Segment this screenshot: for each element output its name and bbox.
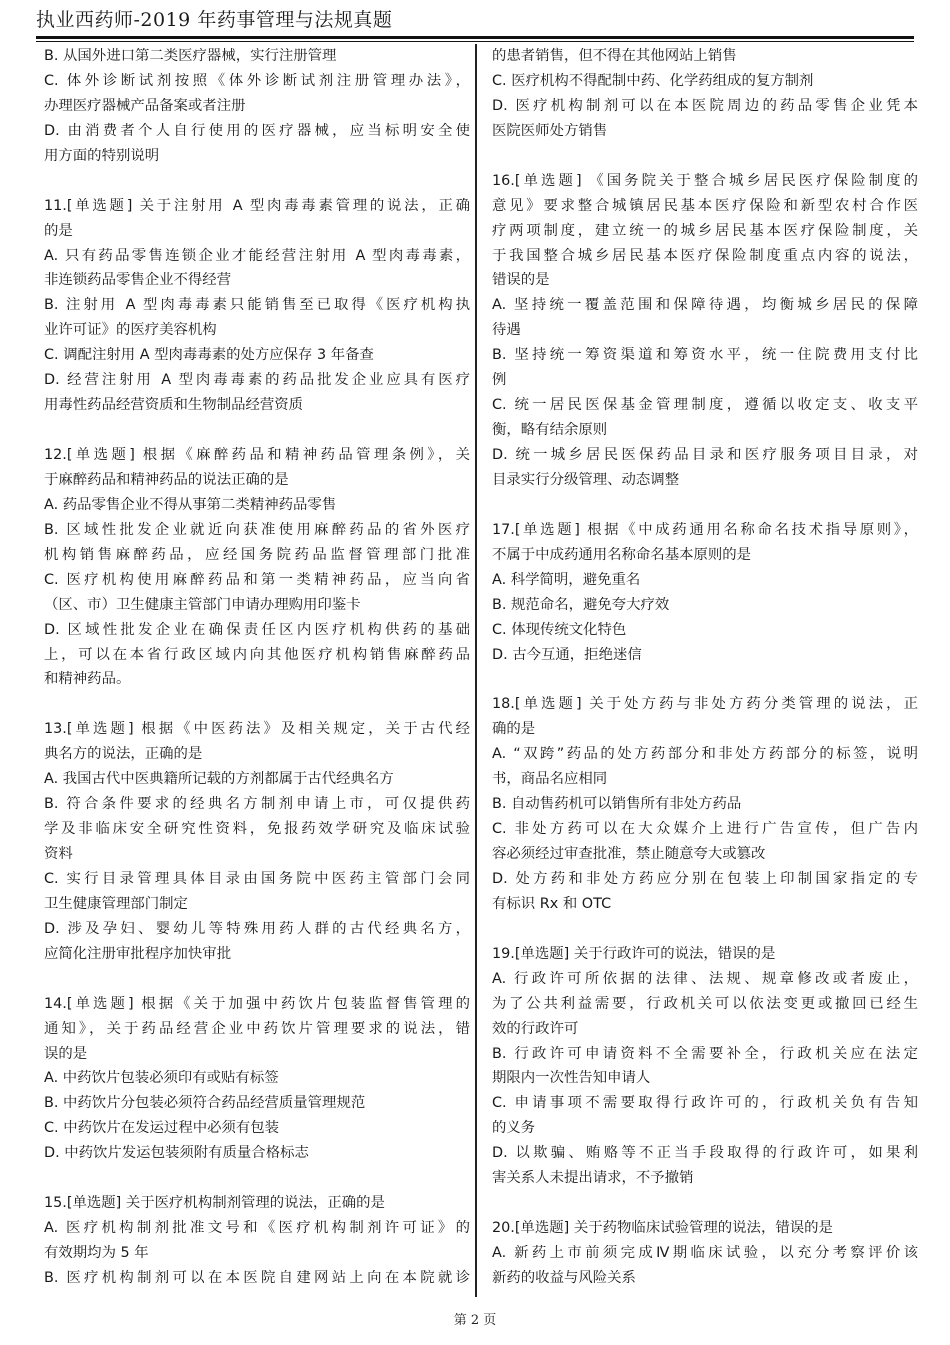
header-rule-thin (36, 41, 914, 42)
text-line: 误的是 (44, 1045, 88, 1062)
paragraph-gap (44, 169, 470, 194)
text-line: B. 自动售药机可以销售所有非处方药品 (492, 796, 742, 813)
text-line: 衡，略有结余原则 (492, 422, 608, 439)
text-line: 错误的是 (492, 272, 550, 289)
text-line: D. 由消费者个人自行使用的医疗器械，应当标明安全使 (44, 122, 470, 139)
text-line: 19.[单选题] 关于行政许可的说法，错误的是 (492, 945, 776, 962)
text-line: 书，商品名应相同 (492, 771, 608, 788)
text-line: B. 注射用 A 型肉毒毒素只能销售至已取得《医疗机构执 (44, 297, 470, 314)
text-line: A. 坚持统一覆盖范围和保障待遇，均衡城乡居民的保障 (492, 297, 918, 314)
paragraph-gap (44, 418, 470, 443)
text-line: 新药的收益与风险关系 (492, 1269, 636, 1286)
text-line: 不属于中成药通用名称命名基本原则的是 (492, 546, 752, 563)
text-line: B. 医疗机构制剂可以在本医院自建网站上向在本院就诊 (44, 1269, 470, 1286)
paragraph-gap (492, 493, 918, 518)
text-line: 17.[单选题] 根据《中成药通用名称命名技术指导原则》， (492, 521, 918, 538)
text-line: 目录实行分级管理、动态调整 (492, 471, 680, 488)
text-line: A. 中药饮片包装必须印有或贴有标签 (44, 1070, 279, 1087)
paragraph-gap (44, 692, 470, 717)
text-line: A. 医疗机构制剂批准文号和《医疗机构制剂许可证》的 (44, 1220, 470, 1237)
page-number: 第 2 页 (453, 1313, 497, 1328)
text-line: 15.[单选题] 关于医疗机构制剂管理的说法，正确的是 (44, 1195, 385, 1212)
text-line: B. 从国外进口第二类医疗器械，实行注册管理 (44, 48, 337, 64)
text-line: A. 行政许可所依据的法律、法规、规章修改或者废止， (492, 970, 918, 987)
text-line: 期限内一次性告知申请人 (492, 1070, 651, 1087)
text-line: 应简化注册审批程序加快审批 (44, 945, 232, 962)
text-line: 上，可以在本省行政区域内向其他医疗机构销售麻醉药品 (44, 646, 470, 663)
text-line: C. 医疗机构不得配制中药、化学药组成的复方制剂 (492, 72, 814, 89)
column-divider (475, 44, 477, 1297)
text-line: B. 符合条件要求的经典名方制剂申请上市，可仅提供药 (44, 796, 470, 813)
text-line: 的患者销售，但不得在其他网站上销售 (492, 48, 737, 64)
text-line: C. 体外诊断试剂按照《体外诊断试剂注册管理办法》， (44, 72, 470, 89)
text-line: 有效期均为 5 年 (44, 1245, 149, 1261)
paragraph-gap (492, 144, 918, 169)
paragraph-gap (492, 667, 918, 692)
text-line: 通知》，关于药品经营企业中药饮片管理要求的说法，错 (44, 1020, 470, 1037)
text-line: A. 新药上市前须完成Ⅳ期临床试验，以充分考察评价该 (492, 1245, 918, 1261)
text-line: B. 中药饮片分包装必须符合药品经营质量管理规范 (44, 1095, 366, 1112)
text-line: 医院医师处方销售 (492, 122, 608, 139)
text-line: 用方面的特别说明 (44, 147, 160, 164)
text-line: C. 实行目录管理具体目录由国务院中医药主管部门会同 (44, 870, 470, 887)
text-line: 有标识 Rx 和 OTC (492, 895, 612, 912)
text-line: B. 规范命名，避免夸大疗效 (492, 596, 670, 613)
text-line: 14.[单选题] 根据《关于加强中药饮片包装监督售管理的 (44, 995, 470, 1012)
text-line: A. 只有药品零售连锁企业才能经营注射用 A 型肉毒毒素， (44, 247, 470, 264)
text-line: 容必须经过审查批准，禁止随意夸大或篡改 (492, 846, 766, 862)
text-line: 确的是 (492, 721, 536, 738)
text-line: D. 经营注射用 A 型肉毒毒素的药品批发企业应具有医疗 (44, 372, 470, 389)
text-line: 资料 (44, 846, 73, 862)
text-line: C. 调配注射用 A 型肉毒毒素的处方应保存 3 年备查 (44, 347, 374, 364)
text-line: 机构销售麻醉药品，应经国务院药品监督管理部门批准 (44, 546, 470, 563)
text-line: 效的行政许可 (492, 1020, 579, 1037)
text-line: D. 区域性批发企业在确保责任区内医疗机构供药的基础 (44, 621, 470, 638)
text-line: 害关系人未提出请求，不予撤销 (492, 1170, 694, 1187)
text-line: C. 中药饮片在发运过程中必须有包装 (44, 1120, 280, 1137)
text-line: 业许可证》的医疗美容机构 (44, 322, 217, 339)
text-line: A. 科学简明，避免重名 (492, 571, 641, 588)
text-line: 20.[单选题] 关于药物临床试验管理的说法，错误的是 (492, 1220, 833, 1237)
text-line: 典名方的说法，正确的是 (44, 746, 203, 763)
text-line: A. 我国古代中医典籍所记载的方剂都属于古代经典名方 (44, 771, 394, 788)
text-line: B. 行政许可申请资料不全需要补全，行政机关应在法定 (492, 1045, 918, 1062)
text-line: A. “双跨”药品的处方药部分和非处方药部分的标签，说明 (492, 746, 918, 763)
text-line: 12.[单选题] 根据《麻醉药品和精神药品管理条例》，关 (44, 447, 470, 463)
text-line: D. 涉及孕妇、婴幼儿等特殊用药人群的古代经典名方， (44, 920, 470, 937)
text-line: 和精神药品。 (44, 671, 131, 688)
text-line: 16.[单选题] 《国务院关于整合城乡居民医疗保险制度的 (492, 172, 918, 189)
text-line: 待遇 (492, 322, 521, 339)
text-line: 非连锁药品零售企业不得经营 (44, 272, 232, 289)
text-line: C. 医疗机构使用麻醉药品和第一类精神药品，应当向省 (44, 571, 470, 588)
text-line: C. 非处方药可以在大众媒介上进行广告宣传，但广告内 (492, 821, 918, 838)
text-line: D. 统一城乡居民医保药品目录和医疗服务项目目录，对 (492, 447, 918, 463)
text-line: 13.[单选题] 根据《中医药法》及相关规定，关于古代经 (44, 721, 470, 738)
text-line: C. 申请事项不需要取得行政许可的，行政机关负有告知 (492, 1095, 918, 1112)
header-rule-thick (36, 36, 914, 39)
text-line: A. 药品零售企业不得从事第二类精神药品零售 (44, 496, 337, 513)
text-line: 的是 (44, 222, 73, 239)
text-line: 11.[单选题] 关于注射用 A 型肉毒毒素管理的说法，正确 (44, 197, 470, 214)
text-line: D. 古今互通，拒绝迷信 (492, 646, 642, 663)
text-line: 的义务 (492, 1120, 536, 1137)
text-line: B. 坚持统一筹资渠道和筹资水平，统一住院费用支付比 (492, 347, 918, 364)
text-line: C. 体现传统文化特色 (492, 621, 627, 638)
paragraph-gap (44, 967, 470, 992)
text-line: 学及非临床安全研究性资料，免报药效学研究及临床试验 (44, 821, 470, 838)
text-line: 意见》要求整合城镇居民基本医疗保险和新型农村合作医 (492, 197, 918, 214)
text-line: 例 (492, 372, 507, 389)
text-line: 用毒性药品经营资质和生物制品经营资质 (44, 397, 304, 414)
text-line: 18.[单选题] 关于处方药与非处方药分类管理的说法，正 (492, 696, 918, 713)
text-line: D. 中药饮片发运包装须附有质量合格标志 (44, 1145, 309, 1162)
left-column (44, 44, 470, 1291)
text-line: D. 处方药和非处方药应分别在包装上印制国家指定的专 (492, 870, 918, 887)
text-line: 于我国整合城乡居民基本医疗保险制度重点内容的说法， (492, 247, 918, 264)
text-line: 于麻醉药品和精神药品的说法正确的是 (44, 471, 289, 488)
page-header-title: 执业西药师-2019 年药事管理与法规真题 (36, 9, 393, 31)
text-line: D. 医疗机构制剂可以在本医院周边的药品零售企业凭本 (492, 97, 918, 114)
paragraph-gap (44, 1166, 470, 1191)
text-line: 卫生健康管理部门制定 (44, 895, 188, 912)
text-line: 疗两项制度，建立统一的城乡居民基本医疗保险制度，关 (492, 222, 918, 239)
paragraph-gap (492, 1191, 918, 1216)
text-line: （区、市）卫生健康主管部门申请办理购用印鉴卡 (44, 596, 361, 613)
text-line: D. 以欺骗、贿赂等不正当手段取得的行政许可，如果利 (492, 1145, 918, 1162)
text-line: C. 统一居民医保基金管理制度，遵循以收定支、收支平 (492, 397, 918, 414)
text-line: 为了公共利益需要，行政机关可以依法变更或撤回已经生 (492, 995, 918, 1012)
paragraph-gap (492, 917, 918, 942)
text-line: B. 区域性批发企业就近向获准使用麻醉药品的省外医疗 (44, 521, 470, 538)
right-column (492, 44, 918, 1291)
text-line: 办理医疗器械产品备案或者注册 (44, 97, 246, 114)
